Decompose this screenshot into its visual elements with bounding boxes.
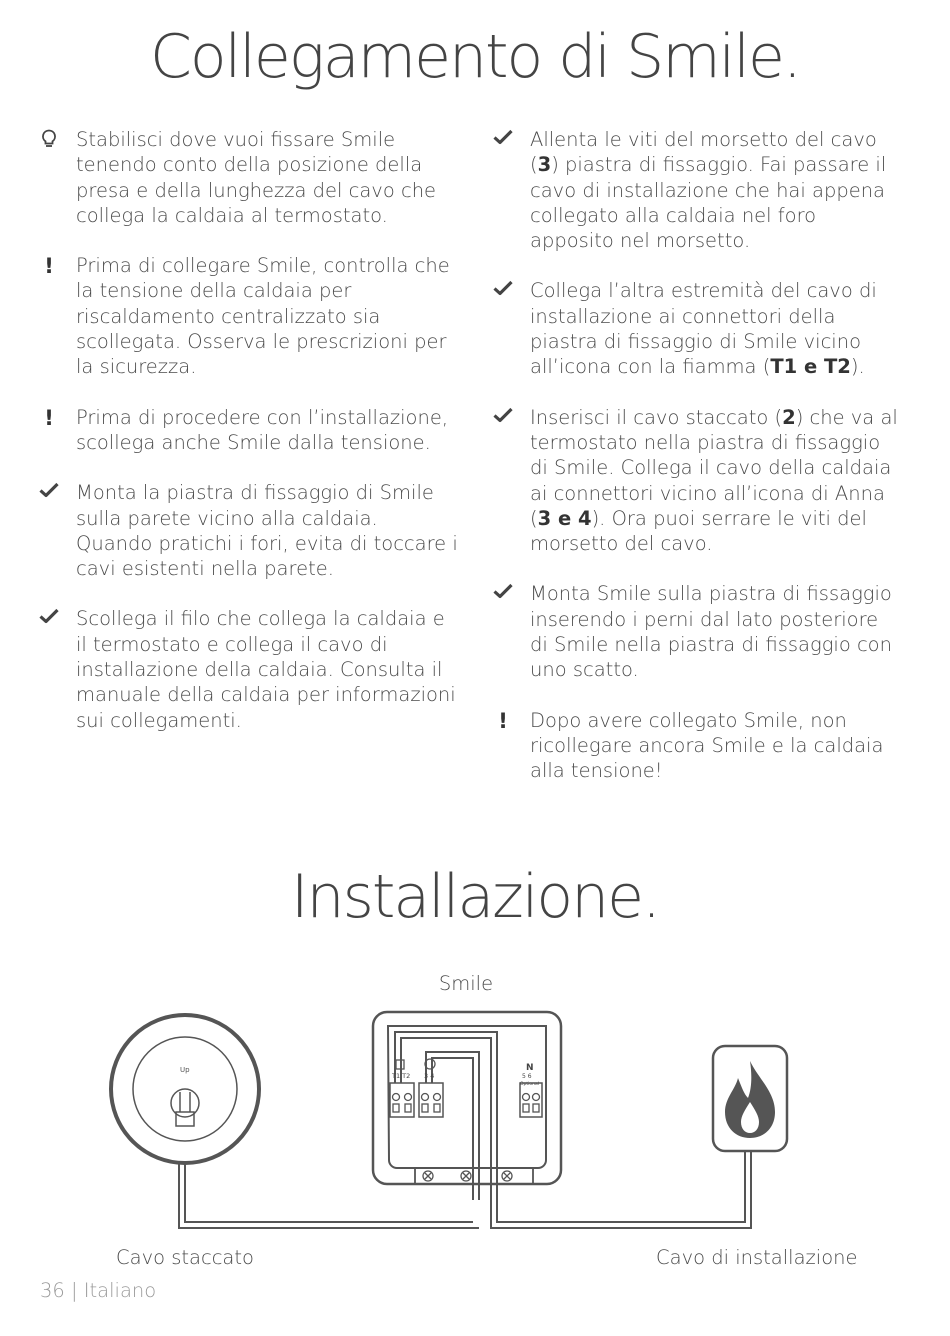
instruction-text: Scollega il filo che collega la caldaia e il termostato e collega il cavo di installazione della caldaia. Consulta il manuale della caldaia per informazioni sui collegamenti. (76, 607, 456, 732)
instruction-text: Collega l’altra estremità del cavo di installazione ai connettori della piastra di fissaggio di Smile vicino all’icona con la fiamma ( (530, 279, 877, 379)
instruction-text: Allenta le viti del morsetto del cavo ( (530, 128, 877, 177)
instruction-item (38, 606, 458, 732)
cavo-staccato-wire (179, 1163, 479, 1228)
instruction-item (492, 278, 902, 379)
terminal-n-label: N (526, 1063, 534, 1073)
thermostat-up-label: Up (180, 1066, 190, 1074)
check-icon (492, 407, 514, 429)
section-title-installazione: Installazione. (290, 862, 660, 932)
instruction-text: ) piastra di fissaggio. Fai passare il cavo di installazione che hai appena collegato alla caldaia nel foro apposito nel morsetto. (530, 153, 887, 253)
instruction-emphasis: 3 e 4 (537, 506, 592, 530)
instruction-emphasis: 3 (537, 153, 552, 177)
thermostat-connector-icon (171, 1089, 199, 1126)
instructions-left-column (38, 127, 458, 758)
check-icon (38, 608, 60, 630)
exclamation-icon: ! (44, 405, 54, 430)
cavo-installazione-label: Cavo di installazione (656, 1246, 858, 1269)
smile-label: Smile (438, 972, 494, 995)
instructions-right-column (492, 127, 902, 809)
instruction-item (38, 480, 458, 581)
instruction-emphasis: T1 e T2 (770, 355, 851, 379)
instruction-emphasis: 2 (782, 405, 796, 429)
cavo-installazione-wire (491, 1151, 751, 1228)
instruction-text: Monta la piastra di fissaggio di Smile sulla parete vicino alla caldaia. Quando pratichi i fori, evita di toccare i cavi esistenti nella parete. (76, 481, 458, 581)
instruction-text: ). (850, 355, 865, 379)
instruction-item (38, 127, 458, 228)
page-title: Collegamento di Smile. (149, 22, 800, 92)
instruction-text: Prima di procedere con l’installazione, scollega anche Smile dalla tensione. (76, 405, 449, 454)
instruction-text: Prima di collegare Smile, controlla che la tensione della caldaia per riscaldamento centralizzato sia scollegata. Osserva le prescrizioni per la sicurezza. (76, 254, 450, 379)
instruction-text: Dopo avere collegato Smile, non ricollegare ancora Smile e la caldaia alla tensione! (530, 708, 884, 783)
flame-icon (725, 1061, 775, 1138)
exclamation-icon: ! (44, 254, 54, 279)
check-icon (492, 280, 514, 302)
bulb-icon (38, 129, 60, 151)
exclamation-icon: ! (498, 708, 508, 733)
installation-diagram (0, 960, 950, 1290)
instruction-text: Inserisci il cavo staccato ( (530, 405, 783, 429)
instruction-item (492, 405, 902, 557)
check-icon (38, 482, 60, 504)
instruction-text: Stabilisci dove vuoi fissare Smile tenendo conto della posizione della presa e della lunghezza del cavo che collega la caldaia al termostato. (76, 128, 437, 227)
check-icon (492, 583, 514, 605)
instruction-item (38, 253, 458, 379)
instruction-text: ) che va al termostato nella piastra di fissaggio di Smile. Collega il cavo della caldaia ai connettori vicino all’icona di Anna ( (530, 405, 898, 530)
terminal-56-label: 5 6 (522, 1073, 532, 1080)
instruction-text: Monta Smile sulla piastra di fissaggio inserendo i perni dal lato posteriore di Smile nella piastra di fissaggio con uno scatto. (530, 582, 892, 682)
optional-label: Optional (520, 1082, 540, 1087)
instruction-item (492, 127, 902, 253)
terminal-t1t2-label: T1 T2 (392, 1072, 411, 1080)
instruction-item (492, 581, 902, 682)
page-footer: 36 | Italiano (40, 1279, 157, 1302)
check-icon (492, 129, 514, 151)
instruction-item (492, 708, 902, 784)
cavo-staccato-label: Cavo staccato (116, 1246, 254, 1269)
instruction-item (38, 405, 458, 456)
instruction-text: ). Ora puoi serrare le viti del morsetto del cavo. (530, 506, 867, 556)
terminal-34-label: 3 4 (424, 1072, 435, 1080)
